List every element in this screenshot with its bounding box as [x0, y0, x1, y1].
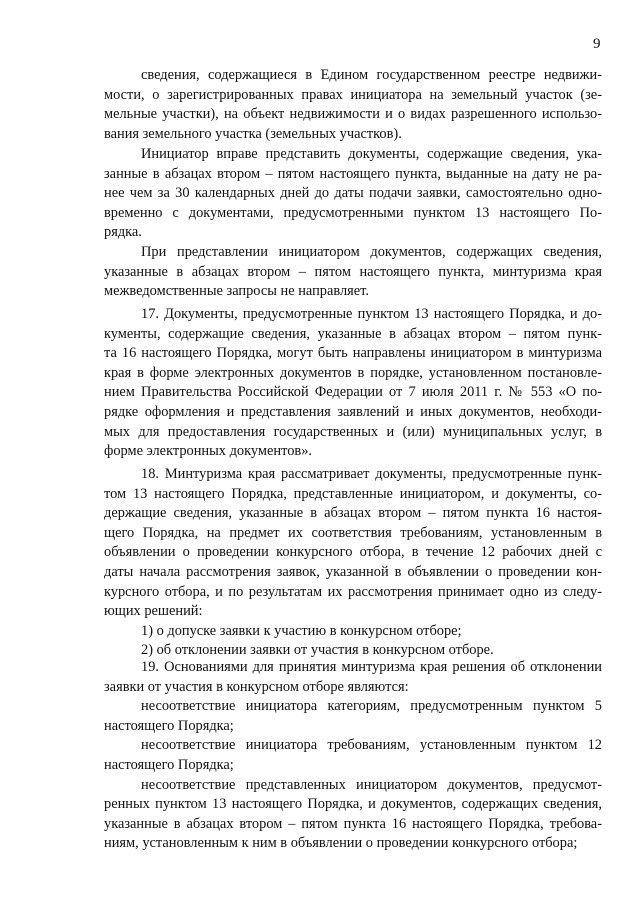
text-line: 18. Минтуризма края рассматривает документы, предусмотренные пунк-	[141, 466, 602, 482]
text-line: держащие сведения, указанные в абзацах втором – пятом пункта 16 настоя-	[104, 505, 602, 522]
text-line: щего Порядка, на предмет их соответствия требованиям, установленным в	[104, 524, 602, 541]
text-line: кументы, содержащие сведения, указанные в абзацах втором – пятом пунк-	[104, 325, 602, 342]
paragraph-initiator-right	[104, 145, 602, 243]
list-item: 2) об отклонении заявки от участия в конкурсном отборе.	[141, 642, 494, 659]
text-line: указанные в абзацах втором – пятом настоящего пункта, минтуризма края	[104, 263, 602, 280]
text-line: ренных пунктом 13 настоящего Порядка, и документов, содержащих сведения,	[104, 796, 602, 813]
page-number: 9	[593, 36, 601, 52]
list-item: несоответствие инициатора требованиям, установленным пунктом 12	[141, 737, 602, 754]
list-item: несоответствие инициатора категориям, предусмотренным пунктом 5	[141, 698, 602, 715]
text-line: 17. Документы, предусмотренные пунктом 13 настоящего Порядка, и до-	[141, 306, 602, 322]
text-line: указанные в абзацах втором – пятом пункта 16 настоящего Порядка, требова-	[104, 815, 602, 832]
text-line: мых для предоставления государственных и (или) муниципальных услуг, в	[104, 423, 602, 440]
text-line: ющих решений:	[104, 603, 203, 620]
text-line: форме электронных документов».	[104, 443, 312, 460]
list-item: 1) о допуске заявки к участию в конкурсном отборе;	[141, 622, 462, 639]
text-line: сведения, содержащиеся в Едином государственном реестре недвижи-	[141, 67, 602, 83]
paragraph-no-requests	[104, 243, 602, 302]
text-line: Инициатор вправе представить документы, содержащие сведения, ука-	[141, 146, 602, 162]
text-line: объявлении о проведении конкурсного отбора, в течение 12 рабочих дней с	[104, 544, 602, 561]
text-line: занные в абзацах втором – пятом настоящего пункта, выданные на дату не ра-	[104, 165, 602, 182]
text-line: мости, о зарегистрированных правах инициатора на земельный участок (зе-	[104, 86, 602, 103]
paragraph-19	[104, 658, 602, 854]
text-line: рядка.	[104, 224, 142, 241]
text-line: временно с документами, предусмотренными пунктом 13 настоящего По-	[104, 204, 602, 221]
text-line: даты начала рассмотрения заявок, указанной в объявлении о проведении кон-	[104, 563, 602, 580]
text-line: вания земельного участка (земельных участков).	[104, 125, 402, 142]
text-line: мельные участки), на объект недвижимости и о видах разрешенного использо-	[104, 106, 602, 123]
text-line: 19. Основаниями для принятия минтуризма края решения об отклонении	[141, 659, 602, 675]
text-line: рядке оформления и представления заявлений и иных документов, необходи-	[104, 403, 602, 420]
text-line: При представлении инициатором документов, содержащих сведения,	[141, 244, 602, 260]
text-line: настоящего Порядка;	[104, 756, 234, 773]
text-line: та 16 настоящего Порядка, могут быть направлены инициатором в минтуризма	[104, 345, 602, 362]
paragraph-egrn-info	[104, 66, 602, 144]
text-line: нее чем за 30 календарных дней до даты подачи заявки, самостоятельно одно-	[104, 185, 602, 202]
text-line: курсного отбора, и по результатам их рассмотрения принимает одно из следу-	[104, 583, 602, 600]
text-line: том 13 настоящего Порядка, представленные инициатором, и документы, со-	[104, 485, 602, 502]
text-line: заявки от участия в конкурсном отборе являются:	[104, 678, 409, 695]
paragraph-17	[104, 305, 602, 462]
list-item: несоответствие представленных инициатором документов, предусмот-	[141, 776, 602, 793]
text-line: ниям, установленным к ним в объявлении о проведении конкурсного отбора;	[104, 835, 578, 852]
text-line: края в форме электронных документов в порядке, установленном постановле-	[104, 364, 602, 381]
text-line: межведомственные запросы не направляет.	[104, 283, 369, 300]
text-line: нием Правительства Российской Федерации от 7 июля 2011 г. № 553 «О по-	[104, 384, 602, 401]
text-line: настоящего Порядка;	[104, 717, 234, 734]
paragraph-18	[104, 465, 602, 661]
